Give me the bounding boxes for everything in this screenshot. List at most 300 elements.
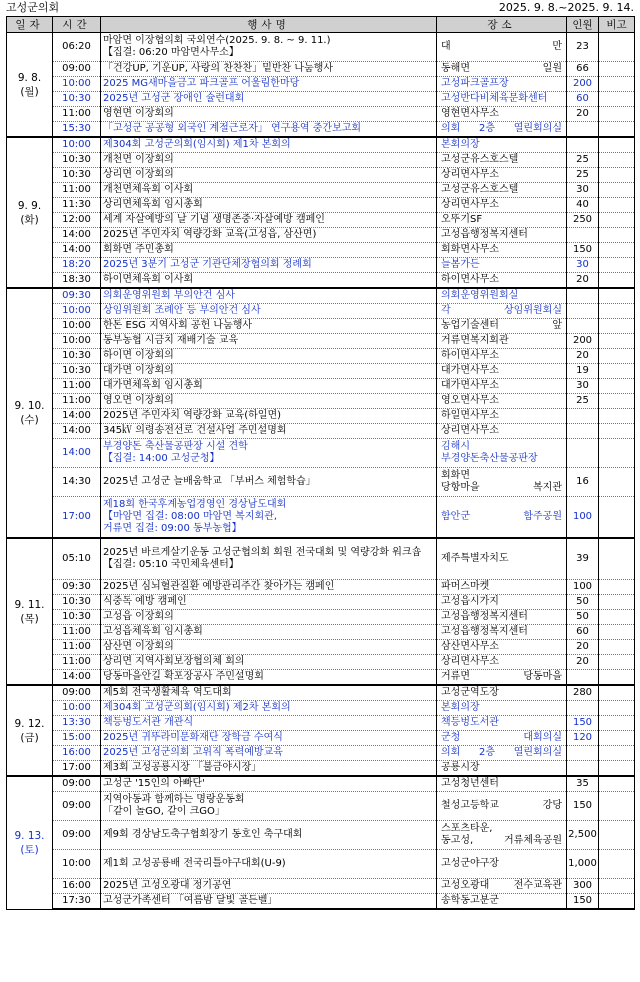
remarks-cell: [599, 776, 635, 792]
col-location: 장소: [437, 17, 567, 33]
location-cell: [437, 153, 567, 168]
remarks-cell: [599, 243, 635, 258]
col-attendees: 인원: [567, 17, 599, 33]
time-cell: 09:00: [53, 821, 101, 850]
location-line: 거류면복지회관: [441, 335, 509, 346]
location-line: 회화면: [441, 470, 470, 481]
time-cell: 09:30: [53, 288, 101, 304]
event-line: 제9회 경상남도축구협회장기 동호인 축구대회: [103, 829, 303, 840]
remarks-cell: [599, 107, 635, 122]
weekday-label: (금): [20, 731, 39, 744]
time-cell: 17:30: [53, 894, 101, 910]
time-cell: 16:00: [53, 879, 101, 894]
location-line: 고성군야구장: [441, 858, 499, 869]
remarks-cell: [599, 258, 635, 273]
event-line: 「같이 놀GO, 같이 크GO」: [103, 806, 225, 817]
remarks-cell: [599, 746, 635, 761]
location-line: 늘봄가든: [441, 259, 480, 270]
event-line: 제304회 고성군의회(임시회) 제1차 본회의: [103, 139, 291, 150]
attendees-cell: 20: [567, 349, 599, 364]
location-text: [441, 823, 562, 847]
location-line: 의회 2층 열린회의실: [441, 123, 562, 134]
event-line: 상리면 이장회의: [103, 169, 174, 180]
location-text: [441, 305, 562, 317]
event-cell: [101, 610, 437, 625]
event-line: 2025년 심뇌혈관질환 예방관리주간 찾아가는 캠페인: [103, 581, 335, 592]
time-cell: 17:00: [53, 761, 101, 777]
location-text: [441, 641, 562, 653]
table-row: [7, 538, 635, 580]
time-cell: 14:00: [53, 439, 101, 468]
remarks-cell: [599, 379, 635, 394]
time-cell: 09:30: [53, 580, 101, 595]
event-line: 하이면체육회 이사회: [103, 274, 194, 285]
table-row: [7, 701, 635, 716]
table-row: [7, 409, 635, 424]
table-row: [7, 761, 635, 777]
location-line: 오뚜기SF: [441, 214, 483, 225]
location-line: 상리면사무소: [441, 169, 499, 180]
event-cell: [101, 716, 437, 731]
event-line: 제18회 한국후계농업경영인 경상남도대회: [103, 499, 287, 510]
location-text: [441, 747, 562, 759]
table-row: [7, 625, 635, 640]
event-cell: [101, 319, 437, 334]
location-cell: [437, 670, 567, 686]
table-row: [7, 183, 635, 198]
time-cell: 18:30: [53, 273, 101, 289]
location-text: [441, 553, 562, 565]
col-event: 행사명: [101, 17, 437, 33]
attendees-cell: 150: [567, 894, 599, 910]
time-cell: 14:00: [53, 409, 101, 424]
location-line: 고성파크골프장: [441, 78, 509, 89]
location-cell: [437, 379, 567, 394]
location-cell: [437, 761, 567, 777]
date-cell: [7, 685, 53, 776]
table-row: [7, 497, 635, 539]
event-cell: [101, 243, 437, 258]
table-row: [7, 468, 635, 497]
location-text: [441, 259, 562, 271]
remarks-cell: [599, 850, 635, 879]
location-cell: [437, 716, 567, 731]
remarks-cell: [599, 670, 635, 686]
location-text: [441, 108, 562, 120]
remarks-cell: [599, 33, 635, 62]
table-row: [7, 670, 635, 686]
time-cell: 14:00: [53, 243, 101, 258]
attendees-cell: [567, 288, 599, 304]
table-row: [7, 894, 635, 910]
remarks-cell: [599, 168, 635, 183]
event-cell: [101, 879, 437, 894]
event-cell: [101, 107, 437, 122]
location-cell: [437, 731, 567, 746]
event-cell: [101, 685, 437, 701]
time-cell: 11:00: [53, 394, 101, 409]
location-text: [441, 365, 562, 377]
remarks-cell: [599, 213, 635, 228]
location-cell: [437, 746, 567, 761]
time-cell: 10:30: [53, 153, 101, 168]
event-cell: [101, 439, 437, 468]
time-cell: 10:30: [53, 364, 101, 379]
remarks-cell: [599, 409, 635, 424]
remarks-cell: [599, 349, 635, 364]
table-row: [7, 746, 635, 761]
time-cell: 14:00: [53, 228, 101, 243]
remarks-cell: [599, 288, 635, 304]
location-line: 고성읍행정복지센터: [441, 229, 528, 240]
date-label: 9. 13.: [14, 829, 45, 842]
weekday-label: (토): [20, 843, 39, 856]
event-line: 개천면 이장회의: [103, 154, 174, 165]
table-row: [7, 33, 635, 62]
location-cell: [437, 595, 567, 610]
attendees-cell: 2,500: [567, 821, 599, 850]
location-line: 고성군역도장: [441, 687, 499, 698]
event-line: 고성군가족센터 「여름밤 달빛 골든벨」: [103, 895, 278, 906]
event-line: 상임위원회 조례안 등 부의안건 심사: [103, 305, 261, 316]
table-row: [7, 319, 635, 334]
location-line: 본회의장: [441, 702, 480, 713]
location-line: 하이면사무소: [441, 274, 499, 285]
event-line: 2025 MG새마을금고 파크골프 어울림한마당: [103, 78, 300, 89]
remarks-cell: [599, 792, 635, 821]
event-cell: [101, 122, 437, 138]
date-cell: [7, 288, 53, 538]
attendees-cell: [567, 424, 599, 439]
location-text: [441, 395, 562, 407]
location-line: 동고성, 거류체육공원: [441, 835, 562, 846]
table-row: [7, 92, 635, 107]
table-row: [7, 879, 635, 894]
event-line: 【집결: 06:20 마암면사무소】: [103, 47, 239, 58]
event-line: 2025년 고성군 장애인 슐런대회: [103, 93, 245, 104]
location-text: [441, 380, 562, 392]
location-line: 고성오광대 전수교육관: [441, 880, 562, 891]
location-text: [441, 702, 562, 714]
event-line: 당동마을안길 확포장공사 주민설명회: [103, 671, 264, 682]
table-row: [7, 776, 635, 792]
event-cell: [101, 288, 437, 304]
event-cell: [101, 821, 437, 850]
time-cell: 10:00: [53, 701, 101, 716]
remarks-cell: [599, 137, 635, 153]
time-cell: 14:00: [53, 670, 101, 686]
attendees-cell: 20: [567, 655, 599, 670]
location-text: [441, 611, 562, 623]
attendees-cell: 150: [567, 243, 599, 258]
attendees-cell: 300: [567, 879, 599, 894]
location-text: [441, 63, 562, 75]
location-text: [441, 441, 562, 465]
time-cell: 10:30: [53, 168, 101, 183]
table-row: [7, 213, 635, 228]
remarks-cell: [599, 595, 635, 610]
remarks-cell: [599, 183, 635, 198]
table-row: [7, 198, 635, 213]
weekday-label: (수): [20, 414, 39, 426]
location-cell: [437, 580, 567, 595]
location-line: 고성읍행정복지센터: [441, 626, 528, 637]
table-row: [7, 243, 635, 258]
location-line: 당항마을 복지관: [441, 482, 562, 493]
table-row: [7, 580, 635, 595]
remarks-cell: [599, 701, 635, 716]
col-time: 시간: [53, 17, 101, 33]
attendees-cell: 19: [567, 364, 599, 379]
location-text: [441, 895, 562, 907]
location-text: [441, 880, 562, 892]
page-header: [6, 0, 634, 16]
location-cell: [437, 319, 567, 334]
event-cell: [101, 670, 437, 686]
location-text: [441, 123, 562, 135]
location-text: [441, 335, 562, 347]
event-line: 세계 자살예방의 날 기념 생명존중·자살예방 캠페인: [103, 214, 325, 225]
attendees-cell: 20: [567, 273, 599, 289]
time-cell: 10:00: [53, 304, 101, 319]
table-row: [7, 792, 635, 821]
remarks-cell: [599, 538, 635, 580]
location-line: 의회운영위원회실: [441, 290, 519, 301]
time-cell: 10:00: [53, 334, 101, 349]
location-line: 상리면사무소: [441, 425, 499, 436]
event-cell: [101, 304, 437, 319]
location-text: [441, 778, 562, 790]
attendees-cell: 66: [567, 62, 599, 77]
remarks-cell: [599, 625, 635, 640]
location-text: [441, 717, 562, 729]
time-cell: 17:00: [53, 497, 101, 539]
location-cell: [437, 625, 567, 640]
location-line: 군청 대회의실: [441, 732, 562, 743]
table-row: [7, 731, 635, 746]
event-line: 2025년 고성군 늘배움학교 「부버스 체험학습」: [103, 476, 316, 487]
location-cell: [437, 288, 567, 304]
location-line: 대 만: [441, 41, 562, 52]
location-cell: [437, 776, 567, 792]
time-cell: 11:00: [53, 655, 101, 670]
event-cell: [101, 213, 437, 228]
location-line: 파머스마켓: [441, 581, 490, 592]
location-cell: [437, 228, 567, 243]
date-cell: [7, 776, 53, 909]
location-cell: [437, 137, 567, 153]
event-cell: [101, 538, 437, 580]
location-cell: [437, 213, 567, 228]
location-line: 스포츠타운,: [441, 823, 493, 834]
location-text: [441, 687, 562, 699]
event-line: 상리면체육회 임시총회: [103, 199, 203, 210]
location-cell: [437, 33, 567, 62]
attendees-cell: 30: [567, 379, 599, 394]
location-text: [441, 410, 562, 422]
attendees-cell: 20: [567, 640, 599, 655]
location-text: [441, 154, 562, 166]
location-text: [441, 671, 562, 683]
location-text: [441, 214, 562, 226]
remarks-cell: [599, 153, 635, 168]
attendees-cell: 25: [567, 394, 599, 409]
event-cell: [101, 273, 437, 289]
event-line: 하이면 이장회의: [103, 350, 174, 361]
attendees-cell: 250: [567, 213, 599, 228]
location-text: [441, 732, 562, 744]
attendees-cell: 60: [567, 625, 599, 640]
remarks-cell: [599, 731, 635, 746]
date-label: 9. 11.: [14, 598, 45, 611]
date-label: 9. 9.: [17, 199, 42, 212]
table-row: [7, 304, 635, 319]
time-cell: 10:30: [53, 349, 101, 364]
time-cell: 10:00: [53, 319, 101, 334]
location-cell: [437, 243, 567, 258]
event-cell: [101, 153, 437, 168]
event-cell: [101, 580, 437, 595]
table-row: [7, 379, 635, 394]
event-line: 삼산면 이장회의: [103, 641, 174, 652]
event-cell: [101, 640, 437, 655]
time-cell: 18:20: [53, 258, 101, 273]
location-cell: [437, 198, 567, 213]
location-cell: [437, 304, 567, 319]
event-line: 거류면 집결: 09:00 동부농협】: [103, 523, 242, 534]
attendees-cell: 16: [567, 468, 599, 497]
event-line: 의회운영위원회 부의안건 심사: [103, 290, 235, 301]
time-cell: 10:00: [53, 850, 101, 879]
location-line: 영현면사무소: [441, 108, 499, 119]
event-line: 지역아동과 함께하는 명랑운동회: [103, 794, 245, 805]
location-cell: [437, 538, 567, 580]
location-line: 대가면사무소: [441, 365, 499, 376]
time-cell: 11:00: [53, 107, 101, 122]
remarks-cell: [599, 655, 635, 670]
event-line: 고성군 '15인의 아빠단': [103, 778, 205, 789]
location-cell: [437, 183, 567, 198]
weekday-label: (화): [20, 213, 39, 226]
table-row: [7, 137, 635, 153]
event-line: 【집결: 05:10 국민체육센터】: [103, 559, 239, 570]
location-cell: [437, 258, 567, 273]
date-label: 9. 12.: [14, 717, 45, 730]
event-line: 2025년 주민자치 역량강화 교육(하일면): [103, 410, 282, 421]
location-text: [441, 169, 562, 181]
event-cell: [101, 77, 437, 92]
remarks-cell: [599, 894, 635, 910]
time-cell: 09:00: [53, 776, 101, 792]
table-row: [7, 850, 635, 879]
table-row: [7, 258, 635, 273]
header-row: [7, 17, 635, 33]
remarks-cell: [599, 62, 635, 77]
event-line: 「고성군 공공형 외국인 계절근로자」 연구용역 중간보고회: [103, 123, 362, 134]
remarks-cell: [599, 304, 635, 319]
event-line: 【마암면 집결: 08:00 마암면 복지회관,: [103, 511, 278, 522]
attendees-cell: 30: [567, 183, 599, 198]
event-cell: [101, 655, 437, 670]
time-cell: 15:30: [53, 122, 101, 138]
time-cell: 10:30: [53, 92, 101, 107]
location-text: [441, 320, 562, 332]
location-text: [441, 93, 562, 105]
event-cell: [101, 62, 437, 77]
attendees-cell: 23: [567, 33, 599, 62]
time-cell: 06:20: [53, 33, 101, 62]
event-cell: [101, 595, 437, 610]
table-row: [7, 288, 635, 304]
schedule-body: [7, 33, 635, 910]
location-text: [441, 244, 562, 256]
time-cell: 09:00: [53, 685, 101, 701]
attendees-cell: 40: [567, 198, 599, 213]
date-label: 9. 10.: [14, 400, 45, 412]
location-cell: [437, 122, 567, 138]
event-line: 2025년 귀뚜라미문화재단 장학금 수여식: [103, 732, 283, 743]
event-cell: [101, 468, 437, 497]
event-line: 2025년 바르게살기운동 고성군협의회 회원 전국대회 및 역량강화 워크숍: [103, 547, 422, 558]
location-cell: [437, 685, 567, 701]
remarks-cell: [599, 92, 635, 107]
event-cell: [101, 761, 437, 777]
location-line: 김해시: [441, 441, 470, 452]
event-line: 동부농협 시금치 재배기술 교육: [103, 335, 239, 346]
location-cell: [437, 792, 567, 821]
location-text: [441, 290, 562, 302]
attendees-cell: 50: [567, 595, 599, 610]
location-line: 고성청년센터: [441, 778, 499, 789]
event-cell: [101, 334, 437, 349]
remarks-cell: [599, 334, 635, 349]
event-line: 제3회 고성공룡시장 「불금야시장」: [103, 762, 262, 773]
location-line: 본회의장: [441, 139, 480, 150]
remarks-cell: [599, 821, 635, 850]
location-cell: [437, 894, 567, 910]
location-text: [441, 229, 562, 241]
time-cell: 16:00: [53, 746, 101, 761]
remarks-cell: [599, 580, 635, 595]
time-cell: 05:10: [53, 538, 101, 580]
event-line: 회화면 주민총회: [103, 244, 174, 255]
location-line: 거류면 당동마을: [441, 671, 562, 682]
event-cell: [101, 776, 437, 792]
remarks-cell: [599, 761, 635, 777]
attendees-cell: 280: [567, 685, 599, 701]
remarks-cell: [599, 77, 635, 92]
remarks-cell: [599, 879, 635, 894]
time-cell: 10:30: [53, 595, 101, 610]
attendees-cell: [567, 122, 599, 138]
event-cell: [101, 92, 437, 107]
attendees-cell: 150: [567, 792, 599, 821]
event-line: 영오면 이장회의: [103, 395, 174, 406]
time-cell: 14:00: [53, 424, 101, 439]
attendees-cell: 60: [567, 92, 599, 107]
location-cell: [437, 610, 567, 625]
remarks-cell: [599, 394, 635, 409]
table-row: [7, 610, 635, 625]
date-cell: [7, 137, 53, 288]
attendees-cell: 35: [567, 776, 599, 792]
table-row: [7, 153, 635, 168]
event-line: 345㎸ 의령송전선로 건설사업 주민설명회: [103, 425, 287, 436]
time-cell: 11:00: [53, 379, 101, 394]
remarks-cell: [599, 497, 635, 539]
attendees-cell: 20: [567, 107, 599, 122]
event-cell: [101, 364, 437, 379]
